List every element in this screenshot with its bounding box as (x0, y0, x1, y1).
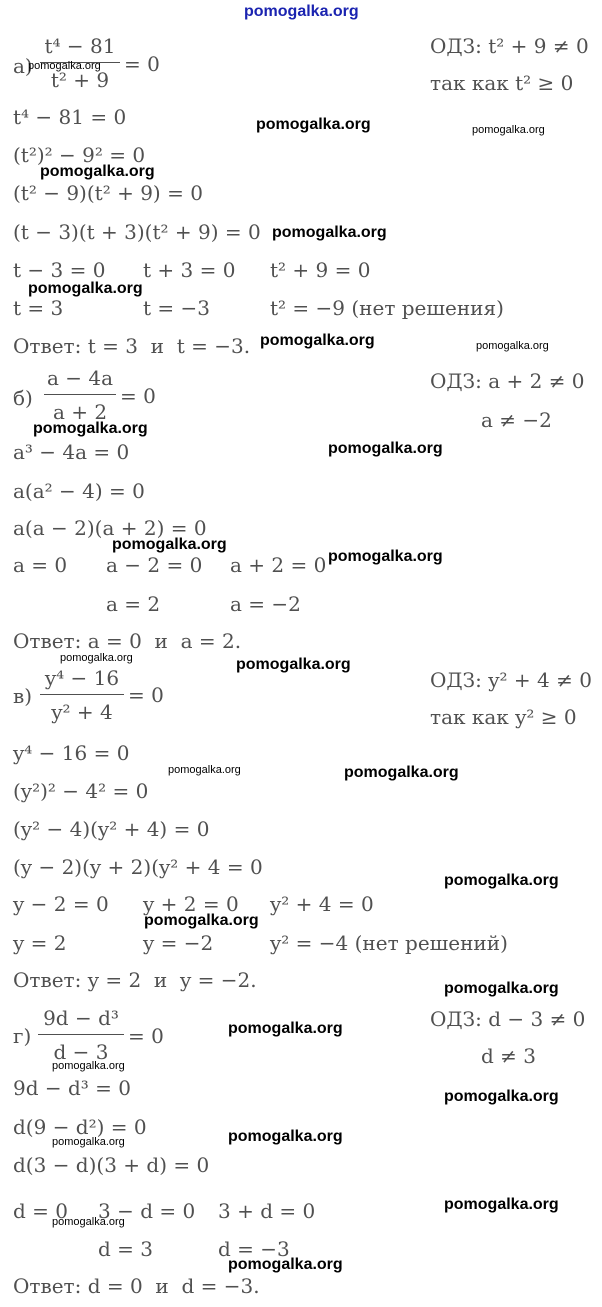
part-b-case-2c: a = −2 (230, 592, 301, 616)
part-v-case-2a: y = 2 (13, 931, 67, 955)
part-v-label: в) (13, 684, 33, 708)
part-b-fraction (44, 366, 116, 424)
part-b-line-3: a(a − 2)(a + 2) = 0 (13, 516, 207, 540)
watermark-stamp: pomogalka.org (444, 980, 559, 997)
part-g-case-1b: 3 − d = 0 (98, 1199, 196, 1223)
part-a-line-3: (t² − 9)(t² + 9) = 0 (13, 181, 203, 205)
fraction-bar (38, 1034, 124, 1035)
part-a-odz: ОДЗ: t² + 9 ≠ 0 (430, 34, 589, 58)
watermark-stamp: pomogalka.org (444, 1196, 559, 1213)
part-g-line-2: d(9 − d²) = 0 (13, 1115, 147, 1139)
watermark-stamp: pomogalka.org (328, 440, 443, 457)
part-v-line-3: (y² − 4)(y² + 4) = 0 (13, 817, 210, 841)
part-b-case-2b: a = 2 (106, 592, 161, 616)
watermark-stamp: pomogalka.org (228, 1256, 343, 1273)
part-a-case-2b: t = −3 (143, 296, 210, 320)
watermark-stamp: pomogalka.org (28, 60, 101, 72)
watermark-stamp: pomogalka.org (344, 764, 459, 781)
part-v-line-1: y⁴ − 16 = 0 (13, 741, 130, 765)
watermark-stamp: pomogalka.org (144, 912, 259, 929)
part-a-denominator: t² + 9 (50, 68, 110, 92)
part-v-odz: ОДЗ: y² + 4 ≠ 0 (430, 668, 592, 692)
watermark-stamp: pomogalka.org (52, 1060, 125, 1072)
part-b-label: б) (13, 386, 33, 410)
part-b-case-1b: a − 2 = 0 (106, 553, 203, 577)
watermark-stamp: pomogalka.org (28, 280, 143, 297)
part-b-numerator: a − 4a (46, 366, 114, 390)
watermark-stamp: pomogalka.org (40, 163, 155, 180)
part-g-odz: ОДЗ: d − 3 ≠ 0 (430, 1007, 586, 1031)
part-v-case-1c: y² + 4 = 0 (270, 892, 374, 916)
part-b-odz: ОДЗ: a + 2 ≠ 0 (430, 369, 585, 393)
part-a-label: а) (13, 54, 33, 78)
part-v-line-2: (y²)² − 4² = 0 (13, 779, 149, 803)
part-g-fraction (38, 1006, 124, 1064)
part-a-answer: Ответ: t = 3 и t = −3. (13, 334, 251, 358)
watermark-stamp: pomogalka.org (472, 124, 545, 136)
part-b-case-1a: a = 0 (13, 553, 68, 577)
part-v-fraction (40, 666, 124, 724)
part-g-case-1a: d = 0 (13, 1199, 68, 1223)
part-g-case-2c: d = −3 (218, 1237, 290, 1261)
watermark-stamp: pomogalka.org (476, 340, 549, 352)
part-b-answer: Ответ: a = 0 и a = 2. (13, 629, 242, 653)
part-v-denominator: y² + 4 (51, 700, 113, 724)
part-a-odz-note: так как t² ≥ 0 (430, 71, 574, 95)
part-v-case-1a: y − 2 = 0 (13, 892, 109, 916)
watermark-stamp: pomogalka.org (60, 652, 133, 664)
part-g-eq: = 0 (128, 1024, 164, 1048)
watermark-stamp: pomogalka.org (272, 224, 387, 241)
part-b-eq: = 0 (120, 384, 156, 408)
header-watermark: pomogalka.org (244, 3, 359, 20)
watermark-stamp: pomogalka.org (52, 1216, 125, 1228)
watermark-stamp: pomogalka.org (256, 116, 371, 133)
part-a-case-1c: t² + 9 = 0 (270, 258, 371, 282)
part-g-numerator: 9d − d³ (43, 1006, 119, 1030)
part-b-odz-note: a ≠ −2 (481, 408, 552, 432)
watermark-stamp: pomogalka.org (168, 764, 241, 776)
watermark-stamp: pomogalka.org (260, 332, 375, 349)
part-g-case-1c: 3 + d = 0 (218, 1199, 316, 1223)
part-g-case-2b: d = 3 (98, 1237, 153, 1261)
part-g-answer: Ответ: d = 0 и d = −3. (13, 1274, 260, 1298)
part-b-denominator: a + 2 (52, 400, 108, 424)
part-v-line-4: (y − 2)(y + 2)(y² + 4 = 0 (13, 855, 263, 879)
part-g-line-1: 9d − d³ = 0 (13, 1076, 132, 1100)
part-v-case-1b: y + 2 = 0 (143, 892, 239, 916)
part-b-case-1c: a + 2 = 0 (230, 553, 327, 577)
part-a-line-2: (t²)² − 9² = 0 (13, 143, 146, 167)
watermark-stamp: pomogalka.org (52, 1136, 125, 1148)
fraction-bar (40, 694, 124, 695)
part-g-odz-note: d ≠ 3 (481, 1044, 536, 1068)
part-v-answer: Ответ: y = 2 и y = −2. (13, 968, 257, 992)
part-a-case-2c: t² = −9 (нет решения) (270, 296, 504, 320)
part-v-case-2b: y = −2 (143, 931, 214, 955)
part-g-label: г) (13, 1024, 32, 1048)
part-g-denominator: d − 3 (53, 1040, 109, 1064)
watermark-stamp: pomogalka.org (328, 548, 443, 565)
watermark-stamp: pomogalka.org (33, 420, 148, 437)
part-b-line-2: a(a² − 4) = 0 (13, 479, 145, 503)
part-a-eq: = 0 (124, 52, 160, 76)
watermark-stamp: pomogalka.org (444, 1088, 559, 1105)
part-a-line-4: (t − 3)(t + 3)(t² + 9) = 0 (13, 220, 261, 244)
part-b-line-1: a³ − 4a = 0 (13, 440, 130, 464)
part-g-line-3: d(3 − d)(3 + d) = 0 (13, 1153, 210, 1177)
part-v-case-2c: y² = −4 (нет решений) (270, 931, 508, 955)
fraction-bar (44, 394, 116, 395)
part-v-eq: = 0 (128, 683, 164, 707)
watermark-stamp: pomogalka.org (228, 1128, 343, 1145)
watermark-stamp: pomogalka.org (236, 656, 351, 673)
watermark-stamp: pomogalka.org (112, 536, 227, 553)
watermark-stamp: pomogalka.org (444, 872, 559, 889)
part-a-line-1: t⁴ − 81 = 0 (13, 105, 127, 129)
part-a-numerator: t⁴ − 81 (44, 34, 116, 58)
part-a-case-1b: t + 3 = 0 (143, 258, 236, 282)
part-a-case-2a: t = 3 (13, 296, 64, 320)
part-a-case-1a: t − 3 = 0 (13, 258, 106, 282)
watermark-stamp: pomogalka.org (228, 1020, 343, 1037)
part-v-odz-note: так как y² ≥ 0 (430, 705, 577, 729)
part-v-numerator: y⁴ − 16 (44, 666, 120, 690)
